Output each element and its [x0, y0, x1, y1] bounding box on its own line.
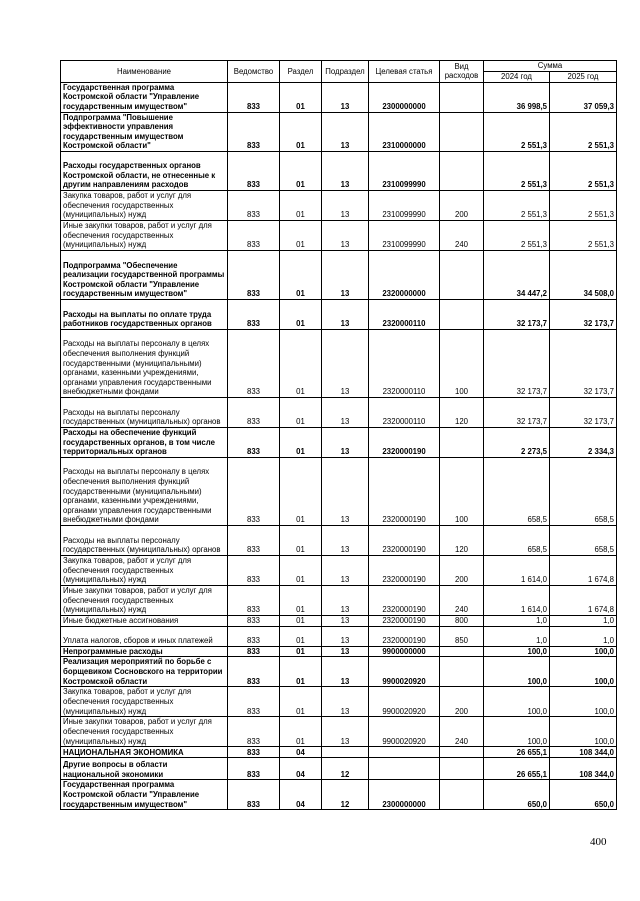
cell-target: 2320000190 [369, 457, 440, 525]
cell-name: Иные бюджетные ассигнования [61, 615, 228, 626]
cell-2025: 2 334,3 [550, 427, 617, 457]
table-row [61, 112, 617, 151]
cell-dept: 833 [228, 717, 280, 747]
cell-target: 9900020920 [369, 717, 440, 747]
cell-dept: 833 [228, 299, 280, 329]
cell-target: 2320000110 [369, 329, 440, 397]
cell-subsection: 13 [322, 397, 369, 427]
cell-exptype [440, 250, 484, 299]
cell-2024: 32 173,7 [484, 329, 550, 397]
table-row [61, 220, 617, 250]
cell-target: 2320000110 [369, 397, 440, 427]
table-row [61, 555, 617, 585]
header-section: Раздел [280, 61, 322, 83]
cell-dept: 833 [228, 151, 280, 190]
cell-name: Расходы на выплаты по оплате труда работников государственных органов [61, 299, 228, 329]
cell-subsection: 13 [322, 717, 369, 747]
cell-2024: 100,0 [484, 687, 550, 717]
cell-subsection: 13 [322, 687, 369, 717]
cell-name: Иные закупки товаров, работ и услуг для обеспечения государственных (муниципальных) нужд [61, 717, 228, 747]
cell-dept: 833 [228, 397, 280, 427]
cell-dept: 833 [228, 525, 280, 555]
cell-exptype: 240 [440, 585, 484, 615]
cell-exptype: 240 [440, 220, 484, 250]
cell-2024: 2 273,5 [484, 427, 550, 457]
cell-section: 04 [280, 780, 322, 810]
cell-section: 01 [280, 397, 322, 427]
page-number: 400 [590, 836, 607, 848]
cell-section: 01 [280, 151, 322, 190]
cell-2024: 650,0 [484, 780, 550, 810]
cell-2024: 658,5 [484, 457, 550, 525]
table-row [61, 457, 617, 525]
cell-dept: 833 [228, 329, 280, 397]
header-dept: Ведомство [228, 61, 280, 83]
cell-exptype: 200 [440, 687, 484, 717]
table-row [61, 151, 617, 190]
budget-table [60, 60, 617, 810]
cell-2024: 32 173,7 [484, 299, 550, 329]
cell-2024: 1,0 [484, 615, 550, 626]
cell-2024: 100,0 [484, 657, 550, 687]
cell-subsection: 13 [322, 190, 369, 220]
cell-exptype: 100 [440, 329, 484, 397]
header-year-2025: 2025 год [550, 72, 617, 83]
table-row [61, 717, 617, 747]
header-name: Наименование [61, 61, 228, 83]
table-row [61, 758, 617, 780]
cell-name: Расходы на выплаты персоналу государственных (муниципальных) органов [61, 397, 228, 427]
cell-section: 01 [280, 646, 322, 657]
table-row [61, 687, 617, 717]
cell-subsection: 13 [322, 427, 369, 457]
cell-exptype: 200 [440, 555, 484, 585]
cell-2024: 36 998,5 [484, 82, 550, 112]
cell-section: 01 [280, 250, 322, 299]
cell-dept: 833 [228, 626, 280, 646]
cell-2024: 34 447,2 [484, 250, 550, 299]
cell-section: 01 [280, 687, 322, 717]
cell-target: 2320000190 [369, 626, 440, 646]
cell-2024: 100,0 [484, 717, 550, 747]
cell-dept: 833 [228, 220, 280, 250]
cell-2025: 108 344,0 [550, 758, 617, 780]
cell-section: 01 [280, 190, 322, 220]
cell-2024: 658,5 [484, 525, 550, 555]
cell-section: 01 [280, 82, 322, 112]
table-row [61, 82, 617, 112]
cell-2024: 26 655,1 [484, 758, 550, 780]
cell-exptype: 120 [440, 397, 484, 427]
cell-subsection: 13 [322, 250, 369, 299]
cell-2024: 2 551,3 [484, 151, 550, 190]
cell-2025: 100,0 [550, 646, 617, 657]
cell-2025: 1 674,8 [550, 585, 617, 615]
cell-name: Расходы на обеспечение функций государственных органов, в том числе территориальных органов [61, 427, 228, 457]
cell-2025: 658,5 [550, 457, 617, 525]
cell-2024: 1,0 [484, 626, 550, 646]
table-row [61, 747, 617, 758]
cell-section: 01 [280, 220, 322, 250]
header-year-2024: 2024 год [484, 72, 550, 83]
cell-subsection: 13 [322, 525, 369, 555]
cell-2024: 26 655,1 [484, 747, 550, 758]
cell-2025: 100,0 [550, 717, 617, 747]
cell-2024: 2 551,3 [484, 112, 550, 151]
cell-2024: 100,0 [484, 646, 550, 657]
cell-target: 2300000000 [369, 82, 440, 112]
table-row [61, 250, 617, 299]
cell-2025: 650,0 [550, 780, 617, 810]
cell-section: 01 [280, 585, 322, 615]
cell-subsection: 12 [322, 758, 369, 780]
header-subsection: Подраздел [322, 61, 369, 83]
cell-section: 01 [280, 112, 322, 151]
cell-2024: 2 551,3 [484, 190, 550, 220]
table-row [61, 646, 617, 657]
cell-target: 2320000190 [369, 555, 440, 585]
cell-dept: 833 [228, 555, 280, 585]
cell-target [369, 747, 440, 758]
cell-2025: 100,0 [550, 687, 617, 717]
cell-section: 01 [280, 457, 322, 525]
cell-target: 2300000000 [369, 780, 440, 810]
cell-name: Непрограммные расходы [61, 646, 228, 657]
cell-dept: 833 [228, 780, 280, 810]
cell-target: 2320000190 [369, 525, 440, 555]
cell-exptype: 850 [440, 626, 484, 646]
cell-subsection: 13 [322, 555, 369, 585]
cell-dept: 833 [228, 250, 280, 299]
header-target: Целевая статья [369, 61, 440, 83]
cell-exptype [440, 646, 484, 657]
cell-dept: 833 [228, 615, 280, 626]
cell-name: Государственная программа Костромской области "Управление государственным имуществом" [61, 780, 228, 810]
cell-subsection: 13 [322, 626, 369, 646]
cell-target: 9900020920 [369, 687, 440, 717]
cell-2025: 1,0 [550, 615, 617, 626]
cell-2025: 2 551,3 [550, 220, 617, 250]
cell-name: Закупка товаров, работ и услуг для обеспечения государственных (муниципальных) нужд [61, 555, 228, 585]
cell-2024: 32 173,7 [484, 397, 550, 427]
cell-2025: 32 173,7 [550, 329, 617, 397]
cell-subsection: 13 [322, 615, 369, 626]
cell-exptype: 800 [440, 615, 484, 626]
cell-exptype [440, 112, 484, 151]
cell-section: 04 [280, 758, 322, 780]
cell-exptype [440, 82, 484, 112]
cell-exptype [440, 151, 484, 190]
cell-dept: 833 [228, 585, 280, 615]
cell-dept: 833 [228, 646, 280, 657]
cell-subsection: 13 [322, 657, 369, 687]
cell-dept: 833 [228, 687, 280, 717]
cell-subsection [322, 747, 369, 758]
table-row [61, 397, 617, 427]
cell-dept: 833 [228, 457, 280, 525]
cell-name: Другие вопросы в области национальной экономики [61, 758, 228, 780]
cell-exptype [440, 427, 484, 457]
cell-name: Подпрограмма "Обеспечение реализации государственной программы Костромской области "Управление государственным имуществом" [61, 250, 228, 299]
cell-target: 2320000110 [369, 299, 440, 329]
cell-name: Государственная программа Костромской области "Управление государственным имуществом" [61, 82, 228, 112]
cell-subsection: 13 [322, 151, 369, 190]
cell-exptype: 120 [440, 525, 484, 555]
cell-subsection: 13 [322, 220, 369, 250]
table-row [61, 615, 617, 626]
cell-name: Расходы государственных органов Костромской области, не отнесенные к другим направлениям расходов [61, 151, 228, 190]
cell-exptype [440, 758, 484, 780]
cell-target: 2310099990 [369, 151, 440, 190]
cell-subsection: 13 [322, 82, 369, 112]
cell-2024: 1 614,0 [484, 585, 550, 615]
cell-section: 01 [280, 615, 322, 626]
cell-subsection: 13 [322, 329, 369, 397]
cell-exptype: 240 [440, 717, 484, 747]
cell-2025: 2 551,3 [550, 190, 617, 220]
cell-name: Иные закупки товаров, работ и услуг для обеспечения государственных (муниципальных) нужд [61, 585, 228, 615]
cell-subsection: 13 [322, 112, 369, 151]
table-row [61, 329, 617, 397]
cell-target: 9900020920 [369, 657, 440, 687]
cell-target: 9900000000 [369, 646, 440, 657]
table-row [61, 585, 617, 615]
cell-dept: 833 [228, 657, 280, 687]
cell-dept: 833 [228, 427, 280, 457]
cell-section: 01 [280, 427, 322, 457]
cell-section: 01 [280, 717, 322, 747]
cell-2024: 1 614,0 [484, 555, 550, 585]
cell-target: 2320000190 [369, 427, 440, 457]
cell-exptype: 200 [440, 190, 484, 220]
cell-target: 2320000000 [369, 250, 440, 299]
table-row [61, 190, 617, 220]
cell-section: 01 [280, 555, 322, 585]
cell-section: 04 [280, 747, 322, 758]
table-row [61, 525, 617, 555]
cell-section: 01 [280, 329, 322, 397]
cell-2025: 100,0 [550, 657, 617, 687]
cell-target: 2310099990 [369, 190, 440, 220]
cell-exptype [440, 657, 484, 687]
cell-target: 2320000190 [369, 585, 440, 615]
cell-dept: 833 [228, 82, 280, 112]
cell-subsection: 13 [322, 646, 369, 657]
cell-name: Иные закупки товаров, работ и услуг для обеспечения государственных (муниципальных) нужд [61, 220, 228, 250]
cell-subsection: 13 [322, 299, 369, 329]
cell-exptype [440, 747, 484, 758]
cell-section: 01 [280, 299, 322, 329]
cell-exptype [440, 299, 484, 329]
header-exptype: Вид расходов [440, 61, 484, 83]
cell-subsection: 13 [322, 457, 369, 525]
cell-2025: 37 059,3 [550, 82, 617, 112]
cell-2025: 32 173,7 [550, 397, 617, 427]
table-body [61, 82, 617, 810]
cell-2025: 108 344,0 [550, 747, 617, 758]
cell-2025: 32 173,7 [550, 299, 617, 329]
cell-target: 2320000190 [369, 615, 440, 626]
cell-name: НАЦИОНАЛЬНАЯ ЭКОНОМИКА [61, 747, 228, 758]
cell-2025: 2 551,3 [550, 151, 617, 190]
table-row [61, 427, 617, 457]
cell-2025: 1 674,8 [550, 555, 617, 585]
cell-target [369, 758, 440, 780]
cell-dept: 833 [228, 190, 280, 220]
cell-2025: 658,5 [550, 525, 617, 555]
cell-2025: 34 508,0 [550, 250, 617, 299]
table-row [61, 657, 617, 687]
cell-subsection: 12 [322, 780, 369, 810]
cell-2025: 1,0 [550, 626, 617, 646]
cell-name: Закупка товаров, работ и услуг для обеспечения государственных (муниципальных) нужд [61, 687, 228, 717]
cell-exptype [440, 780, 484, 810]
table-row [61, 626, 617, 646]
cell-name: Уплата налогов, сборов и иных платежей [61, 626, 228, 646]
cell-exptype: 100 [440, 457, 484, 525]
cell-2024: 2 551,3 [484, 220, 550, 250]
cell-section: 01 [280, 657, 322, 687]
cell-section: 01 [280, 626, 322, 646]
cell-dept: 833 [228, 758, 280, 780]
cell-2025: 2 551,3 [550, 112, 617, 151]
cell-name: Подпрограмма "Повышение эффективности управления государственным имуществом Костромской области" [61, 112, 228, 151]
cell-section: 01 [280, 525, 322, 555]
cell-dept: 833 [228, 112, 280, 151]
cell-name: Реализация мероприятий по борьбе с борщевиком Сосновского на территории Костромской области [61, 657, 228, 687]
cell-name: Расходы на выплаты персоналу в целях обеспечения выполнения функций государственными (муниципальными) органами, казенными учреждениями, органами управления государственными внебюджетными фондами [61, 457, 228, 525]
cell-subsection: 13 [322, 585, 369, 615]
cell-dept: 833 [228, 747, 280, 758]
cell-name: Расходы на выплаты персоналу государственных (муниципальных) органов [61, 525, 228, 555]
cell-name: Расходы на выплаты персоналу в целях обеспечения выполнения функций государственными (муниципальными) органами, казенными учреждениями, органами управления государственными внебюджетными фондами [61, 329, 228, 397]
cell-name: Закупка товаров, работ и услуг для обеспечения государственных (муниципальных) нужд [61, 190, 228, 220]
cell-target: 2310000000 [369, 112, 440, 151]
cell-target: 2310099990 [369, 220, 440, 250]
table-row [61, 299, 617, 329]
table-row [61, 780, 617, 810]
header-sum: Сумма [484, 61, 617, 72]
